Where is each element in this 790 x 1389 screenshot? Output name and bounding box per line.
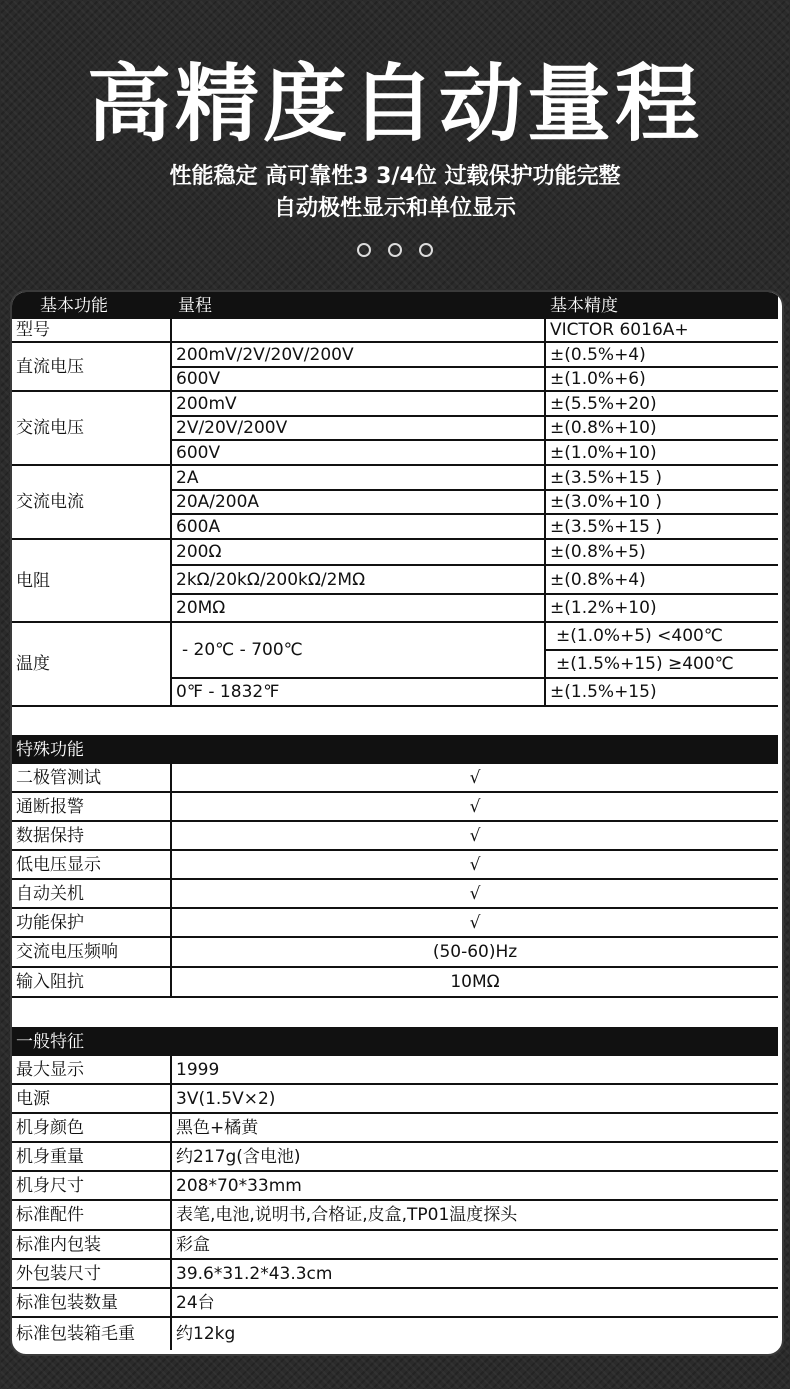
row-value: 黑色+橘黄 [172,1114,778,1143]
table-row [12,392,778,417]
model-value: VICTOR 6016A+ [546,319,778,343]
section-title: 一般特征 [16,1031,84,1052]
special-functions-header [12,735,778,764]
accuracy-cell: ±(1.2%+10) [546,595,778,623]
dot-icon [419,243,433,257]
row-value: 约217g(含电池) [172,1143,778,1172]
range-cell: 200mV/2V/20V/200V [172,343,546,368]
row-value: 彩盒 [172,1231,778,1260]
row-label: 标准内包装 [12,1231,172,1260]
accuracy-cell: ±(0.5%+4) [546,343,778,368]
table-row [12,595,778,623]
table-row [12,1289,778,1318]
row-label: 二极管测试 [12,764,172,793]
range-cell: 2kΩ/20kΩ/200kΩ/2MΩ [172,566,546,595]
hero-title: 高精度自动量程 [86,55,703,153]
spec-table-header [12,292,778,319]
range-cell: 2V/20V/200V [172,417,546,441]
table-row [12,1143,778,1172]
row-label: 标准包装数量 [12,1289,172,1318]
range-cell: - 20℃ - 700℃ [172,623,546,679]
header-accuracy: 基本精度 [550,295,618,316]
check-icon: √ [172,764,778,793]
table-row [12,1056,778,1085]
check-icon: √ [172,793,778,822]
header-basic-function: 基本功能 [40,295,108,316]
row-value: 约12kg [176,1324,236,1344]
row-label: 机身尺寸 [12,1172,172,1201]
table-row [12,793,778,822]
table-row [12,1231,778,1260]
row-label: 输入阻抗 [12,968,172,998]
check-icon: √ [172,909,778,938]
row-label: 数据保持 [12,822,172,851]
range-cell: 600V [172,441,546,466]
resistance-label: 电阻 [12,540,172,623]
row-label: 标准包装箱毛重 [12,1318,172,1350]
row-label: 低电压显示 [12,851,172,880]
general-features-header [12,1027,778,1056]
accuracy-cell: ±(0.8%+5) [546,540,778,566]
accuracy-cell: ±(0.8%+10) [546,417,778,441]
table-row [12,1172,778,1201]
row-value: 39.6*31.2*43.3cm [172,1260,778,1289]
range-cell: 2A [172,466,546,491]
table-row [12,938,778,968]
row-label: 交流电压频响 [12,938,172,968]
table-row [12,417,778,441]
table-row [12,1318,778,1350]
table-row [12,515,778,540]
row-label: 标准配件 [12,1201,172,1231]
row-value: (50-60)Hz [172,938,778,968]
table-row [12,909,778,938]
hero-subtitle-line1: 性能稳定 高可靠性3 3/4位 过载保护功能完整 [169,164,621,189]
table-row [12,764,778,793]
accuracy-cell: ±(1.0%+5) <400℃ [546,623,778,651]
row-label: 功能保护 [12,909,172,938]
model-range-empty [172,319,546,343]
row-value: 表笔,电池,说明书,合格证,皮盒,TP01温度探头 [172,1201,778,1231]
row-label: 自动关机 [12,880,172,909]
row-label: 通断报警 [12,793,172,822]
table-row [12,540,778,566]
dot-icon [388,243,402,257]
table-row [12,368,778,392]
table-row [12,679,778,707]
table-row [12,822,778,851]
row-value: 24台 [172,1289,778,1318]
table-row [12,1085,778,1114]
dot-icon [357,243,371,257]
table-row [12,1201,778,1231]
accuracy-cell: ±(1.5%+15) ≥400℃ [546,651,778,679]
table-row [12,1260,778,1289]
check-icon: √ [172,822,778,851]
row-label: 外包装尺寸 [12,1260,172,1289]
ac-current-label: 交流电流 [12,466,172,540]
carousel-dots [0,239,790,258]
model-row [12,319,778,343]
table-spacer [12,998,778,1029]
row-label: 机身重量 [12,1143,172,1172]
table-row [12,441,778,466]
spec-card [10,290,784,1356]
accuracy-cell: ±(1.0%+6) [546,368,778,392]
accuracy-cell: ±(3.5%+15 ) [546,515,778,540]
accuracy-cell: ±(3.5%+15 ) [546,466,778,491]
table-row [12,623,778,651]
range-cell: 200Ω [172,540,546,566]
range-cell: 600V [172,368,546,392]
row-label: 机身颜色 [12,1114,172,1143]
row-value: 3V(1.5V×2) [172,1085,778,1114]
range-cell: 20A/200A [172,491,546,515]
table-row [12,566,778,595]
dc-voltage-label: 直流电压 [12,343,172,392]
accuracy-cell: ±(3.0%+10 ) [546,491,778,515]
table-spacer [12,707,778,737]
table-row [12,343,778,368]
row-label: 电源 [12,1085,172,1114]
model-label: 型号 [12,319,172,343]
range-cell: 200mV [172,392,546,417]
table-row [12,466,778,491]
table-row [12,968,778,998]
range-cell: 20MΩ [172,595,546,623]
accuracy-cell: ±(0.8%+4) [546,566,778,595]
table-row [12,651,778,679]
row-value: 10MΩ [172,968,778,998]
section-title: 特殊功能 [16,739,84,760]
ac-voltage-label: 交流电压 [12,392,172,466]
hero-subtitle-line2: 自动极性显示和单位显示 [273,196,516,221]
temperature-label: 温度 [12,623,172,707]
row-label: 最大显示 [12,1056,172,1085]
table-row [12,880,778,909]
table-row [12,851,778,880]
accuracy-cell: ±(5.5%+20) [546,392,778,417]
accuracy-cell: ±(1.5%+15) [546,679,778,707]
check-icon: √ [172,880,778,909]
range-cell: 0℉ - 1832℉ [172,679,546,707]
table-row [12,491,778,515]
row-value: 208*70*33mm [172,1172,778,1201]
table-row [12,1114,778,1143]
header-range: 量程 [178,295,212,316]
accuracy-cell: ±(1.0%+10) [546,441,778,466]
row-value: 1999 [172,1056,778,1085]
check-icon: √ [172,851,778,880]
range-cell: 600A [172,515,546,540]
